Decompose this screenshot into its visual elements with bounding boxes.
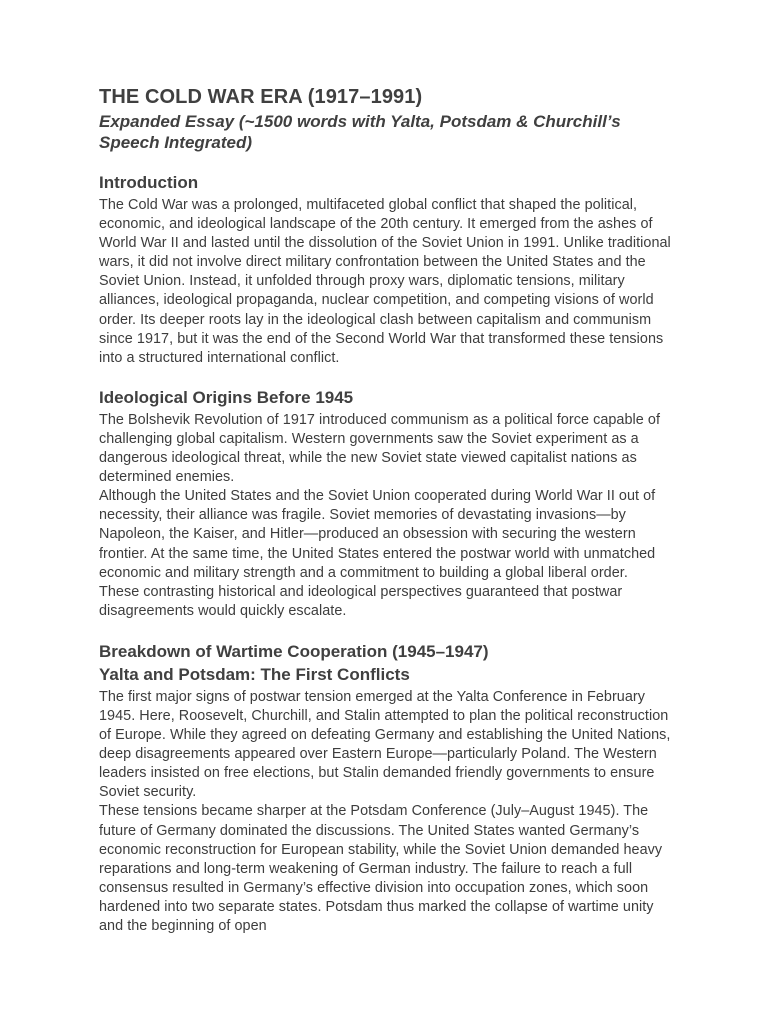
paragraph: The Bolshevik Revolution of 1917 introduced communism as a political force capable of challenging global capitalism. Western governments saw the Soviet experiment as a dangerous ideological threat, while the new Soviet state viewed capitalist nations as determined enemies. xyxy=(99,411,660,486)
paragraph: The first major signs of postwar tension emerged at the Yalta Conference in February 1945. Here, Roosevelt, Churchill, and Stalin attempted to plan the political reconstruction of Europe. While they agreed on defeating Germany and establishing the United Nations, deep disagreements appeared over Eastern Europe—particularly Poland. The Western leaders insisted on free elections, but Stalin demanded friendly governments to ensure Soviet security. xyxy=(99,688,671,801)
document-subtitle: Expanded Essay (~1500 words with Yalta, Potsdam & Churchill’s Speech Integrated) xyxy=(99,112,621,152)
document-title: THE COLD WAR ERA (1917–1991) xyxy=(99,86,423,108)
section-subheading: Yalta and Potsdam: The First Conflicts xyxy=(99,664,410,684)
document-body xyxy=(99,84,674,936)
paragraph: The Cold War was a prolonged, multifaceted global conflict that shaped the political, economic, and ideological landscape of the 20th century. It emerged from the ashes of World War II and lasted until the dissolution of the Soviet Union in 1991. Unlike traditional wars, it did not involve direct military confrontation between the United States and the Soviet Union. Instead, it unfolded through proxy wars, diplomatic tensions, military alliances, ideological propaganda, nuclear competition, and competing visions of world order. Its deeper roots lay in the ideological clash between capitalism and communism since 1917, but it was the end of the Second World War that transformed these tensions into a structured international conflict. xyxy=(99,197,671,366)
section-ideological-origins xyxy=(99,388,674,621)
paragraph: These tensions became sharper at the Potsdam Conference (July–August 1945). The future of Germany dominated the discussions. The United States wanted Germany’s economic reconstruction for European stability, while the Soviet Union demanded heavy reparations and long-term weakening of German industry. The failure to reach a full consensus resulted in Germany’s effective division into occupation zones, which soon hardened into two separate states. Potsdam thus marked the collapse of wartime unity and the beginning of open xyxy=(99,803,663,934)
paragraph: Although the United States and the Soviet Union cooperated during World War II out of necessity, their alliance was fragile. Soviet memories of devastating invasions—by Napoleon, the Kaiser, and Hitler—produced an obsession with securing the western frontier. At the same time, the United States entered the postwar world with unmatched economic and military strength and a commitment to building a global liberal order. xyxy=(99,488,656,581)
section-heading: Introduction xyxy=(99,173,199,192)
section-heading: Ideological Origins Before 1945 xyxy=(99,387,354,407)
section-breakdown-cooperation xyxy=(99,642,674,936)
section-heading: Breakdown of Wartime Cooperation (1945–1947) xyxy=(99,641,489,661)
paragraph: These contrasting historical and ideological perspectives guaranteed that postwar disagreements would quickly escalate. xyxy=(99,583,623,619)
section-introduction xyxy=(99,173,674,368)
